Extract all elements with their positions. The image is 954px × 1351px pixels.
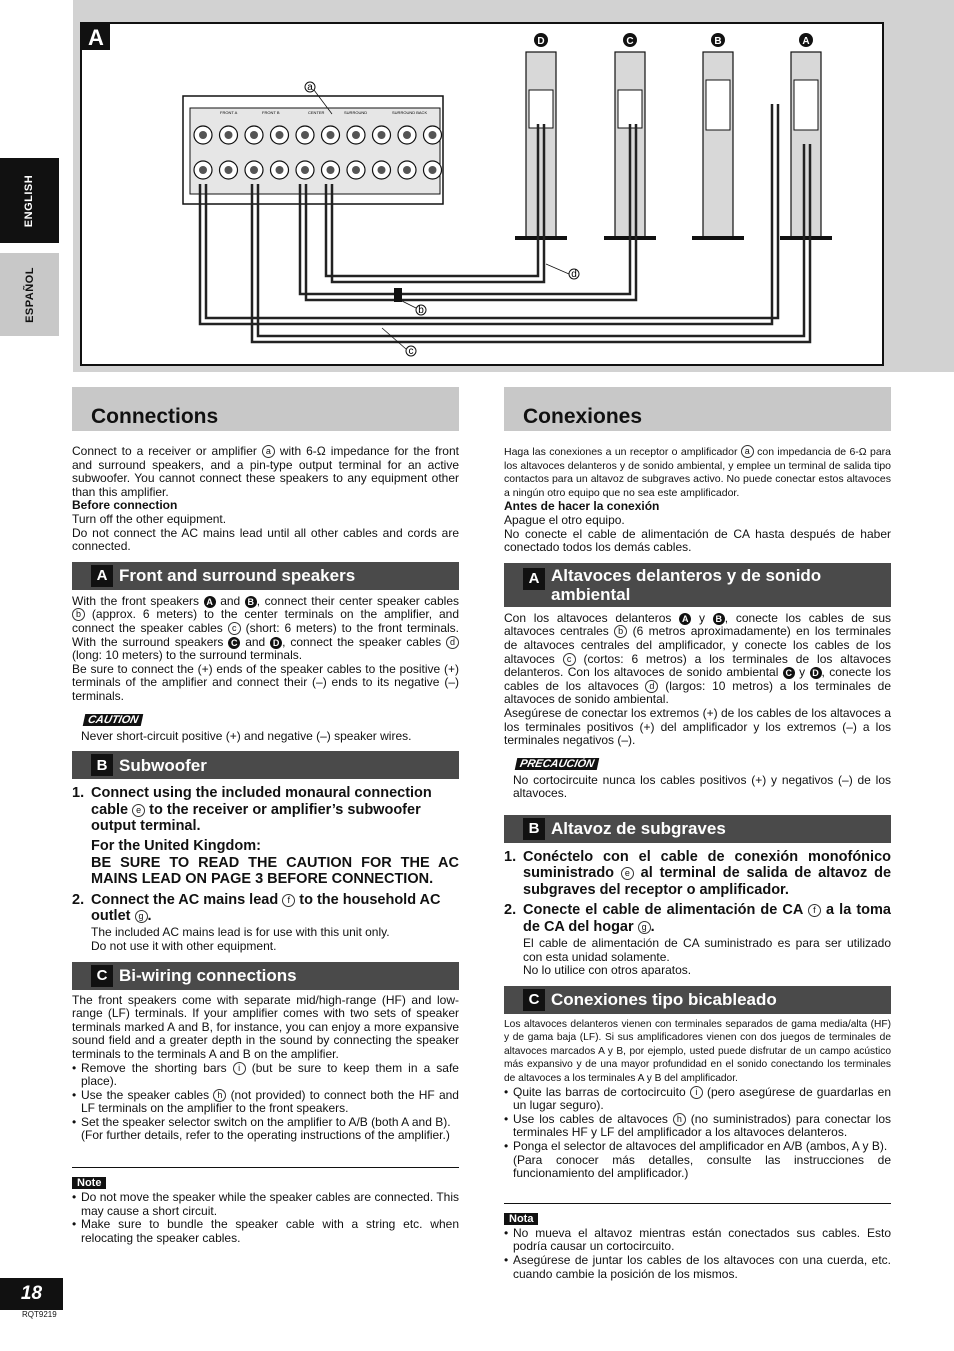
section-title: Conexiones tipo bicableado (551, 990, 777, 1010)
section-c-list-es (504, 1086, 891, 1181)
list-item: • Quite las barras de cortocircuito i (pero asegúrese de guardarlas en un lugar seguro). (504, 1086, 891, 1113)
before-line-es: No conecte el cable de alimentación de CA hasta después de haber conectado todos los demás cables. (504, 526, 891, 555)
callout-b: b (418, 305, 424, 316)
speaker-d (515, 33, 567, 240)
receiver-terminal-core (352, 131, 360, 139)
rx-label-front-b: FRONT B (262, 110, 280, 115)
section-title: Subwoofer (119, 755, 207, 775)
tab-spanish[interactable] (0, 253, 59, 336)
list-item: • Set the speaker selector switch on the amplifier to A/B (both A and B). (For further details, refer to the operating instructions of the amplifier.) (72, 1116, 459, 1143)
note-tag: Note (72, 1177, 106, 1189)
rx-label-surround-back: SURROUND BACK (392, 110, 428, 115)
before-line: Turn off the other equipment. (72, 511, 227, 526)
receiver-terminal-core (301, 131, 309, 139)
glyph-a: a (262, 445, 275, 458)
section-title: Bi-wiring connections (119, 966, 297, 986)
receiver-terminal-core (276, 166, 284, 174)
before-connection-heading: Before connection (72, 498, 178, 513)
callout-d: d (571, 269, 577, 280)
before-connection-heading-es: Antes de hacer la conexión (504, 499, 660, 514)
speaker-label: B (714, 36, 722, 47)
note-tag-es: Nota (504, 1213, 538, 1225)
section-a-body-es: Con los altavoces delanteros A y B , conecte los cables de sus altavoces centrales b (6 metros aproximadamente) en los terminales de altavoces centrales del amplificador, y conecte los cables de los altavoces c (cortos: 6 metros) a los terminales de los altavoces delanteros. Con los altavoces de sonido ambiental C y D , conecte los cables de los altavoces d (largos: 10 metros) a los terminales de altavoces de sonido ambiental. (504, 610, 892, 707)
callout-a: a (307, 82, 313, 93)
list-item: • Do not move the speaker while the speaker cables are connected. This may cause a short circuit. (72, 1191, 459, 1218)
step-1: 1. Connect using the included monaural connection cable e to the receiver or amplifier’s subwoofer output terminal. For the United Kingdom: BE SURE TO READ THE CAUTION FOR THE AC MAINS LEAD ON PAGE 3 BEFORE CONNECTION. (72, 785, 459, 888)
note-box-es (504, 1203, 891, 1281)
uk-warning: BE SURE TO READ THE CAUTION FOR THE AC MAINS LEAD ON PAGE 3 BEFORE CONNECTION. (91, 854, 459, 888)
step-2-note: The included AC mains lead is for use with this unit only. (91, 925, 390, 940)
subwoofer-steps (72, 785, 459, 924)
receiver-terminal-core (429, 131, 437, 139)
wiring-diagram (80, 22, 884, 366)
doc-code: RQT9219 (22, 1310, 57, 1319)
page-title-es: Conexiones (523, 405, 643, 428)
note-list-es (504, 1227, 891, 1281)
step-2-note-es: No lo utilice con otros aparatos. (523, 963, 692, 978)
rx-label-surround: SURROUND (344, 110, 368, 115)
tab-english-label: ENGLISH (23, 174, 36, 227)
section-c-intro: The front speakers come with separate mid/high-range (HF) and low-range (LF) terminals. If your amplifier comes with two sets of speaker terminals marked A and B, for instance, you can enjoy a more expansive sound field and a greater depth in the sound by connecting the speaker terminals to the terminals A and B on the amplifier. (72, 992, 459, 1061)
receiver-terminal-core (250, 131, 258, 139)
panel-letter: A (88, 25, 104, 50)
title-box (504, 387, 891, 431)
receiver-terminal-core (327, 131, 335, 139)
receiver-terminal-core (225, 166, 233, 174)
section-letter: A (91, 565, 113, 587)
uk-heading: For the United Kingdom: (91, 838, 261, 855)
receiver-terminal-core (276, 131, 284, 139)
section-a-polarity: Be sure to connect the (+) ends of the speaker cables to the positive (+) terminals of the amplifier and connect their (–) ends to its negative (–) terminals. (72, 661, 459, 703)
tab-english[interactable] (0, 158, 59, 243)
speaker-label: A (802, 36, 810, 47)
section-c-header (72, 962, 459, 990)
receiver-terminal-core (403, 131, 411, 139)
receiver-terminal-core (378, 166, 386, 174)
page-title: Connections (91, 405, 219, 428)
intro-paragraph: Connect to a receiver or amplifier a with 6-Ω impedance for the front and surround speakers, and a pin-type output terminal for an active subwoofer. You cannot connect these speakers to any equipment other than this amplifier. (72, 444, 459, 499)
speaker-group (515, 33, 832, 240)
list-item: • Use the speaker cables h (not provided) to connect both the HF and LF terminals on the amplifier to the front speakers. (72, 1089, 459, 1116)
receiver-panel (183, 96, 443, 204)
section-b-header (72, 751, 459, 779)
section-b-header-es (504, 815, 891, 843)
step-2: 2. Connect the AC mains lead f to the household AC outlet g . (72, 891, 441, 924)
step-2-note-es: El cable de alimentación de CA suministrado es para ser utilizado con esta unidad solamente. (523, 935, 891, 964)
wiring-diagram-svg (82, 24, 882, 364)
english-column (72, 387, 459, 1245)
page-number: 18 (0, 1278, 63, 1310)
note-list (72, 1191, 459, 1245)
rx-label-front-a: FRONT A (220, 110, 238, 115)
receiver-terminal-core (352, 166, 360, 174)
list-item: • Make sure to bundle the speaker cable with a string etc. when relocating the speaker cables. (72, 1218, 459, 1245)
section-title: Altavoces delanteros y de sonido ambiental (551, 565, 822, 604)
receiver-terminal-core (429, 166, 437, 174)
section-a-polarity-es: Asegúrese de conectar los extremos (+) de los cables de los altavoces a los terminales positivos (+) del amplificador y los extremos (–) a los terminales negativos (–). (504, 705, 891, 748)
section-c-intro-es: Los altavoces delanteros vienen con terminales separados de gama media/alta (HF) y de gama baja (LF). Si sus amplificadores vienen con dos juegos de terminales de altavoces marcados A y B, por ejemplo, usted puede disfrutar de un campo acústico más expansivo y de una mayor profundidad en el sonido conectando los terminales de altavoces a los terminales A y B del amplificador. (504, 1018, 891, 1085)
section-a-header-es (504, 563, 891, 607)
speaker-a (780, 33, 832, 240)
section-letter: C (523, 989, 545, 1011)
list-item: • Asegúrese de juntar los cables de los altavoces con una cuerda, etc. cuando cambie la posición de los mismos. (504, 1254, 891, 1281)
tab-spanish-label: ESPAÑOL (23, 266, 36, 323)
step-1: 1. Conéctelo con el cable de conexión monofónico suministrado e al terminal de salida de altavoz de subgraves del receptor o amplificador. (504, 848, 892, 898)
subwoofer-plug (394, 288, 402, 302)
receiver-terminal-core (199, 166, 207, 174)
receiver-terminal-core (378, 131, 386, 139)
spanish-column (504, 387, 891, 1281)
callout-c: c (408, 346, 414, 357)
list-item: • Use los cables de altavoces h (no suministrados) para conectar los terminales HF y LF del amplificador a los altavoces delanteros. (504, 1113, 891, 1140)
receiver-terminal-core (250, 166, 258, 174)
section-title: Altavoz de subgraves (551, 819, 726, 839)
section-letter: C (91, 965, 113, 987)
section-c-header-es (504, 986, 891, 1014)
step-2: 2. Conecte el cable de alimentación de CA f a la toma de CA del hogar g . (504, 902, 892, 935)
receiver-terminal-core (327, 166, 335, 174)
note-box (72, 1167, 459, 1245)
section-a-header (72, 562, 459, 590)
receiver-terminal-core (199, 131, 207, 139)
receiver-terminal-core (301, 166, 309, 174)
caution-text-es: No cortocircuite nunca los cables positivos (+) y negativos (–) de los altavoces. (513, 772, 891, 801)
caution-tag-es: PRECAUCIÓN (515, 758, 600, 770)
section-title: Front and surround speakers (119, 566, 356, 586)
rx-label-center: CENTER (308, 110, 325, 115)
step-2-note: Do not use it with other equipment. (91, 938, 277, 953)
speaker-label: D (537, 36, 545, 47)
receiver-terminal-core (403, 166, 411, 174)
caution-tag: CAUTION (83, 714, 144, 726)
before-line: Do not connect the AC mains lead until all other cables and cords are connected. (72, 525, 459, 554)
section-letter: A (523, 568, 545, 590)
section-c-list (72, 1062, 459, 1144)
list-item: • Ponga el selector de altavoces del amplificador en A/B (ambos, A y B). (Para conocer más detalles, consulte las instrucciones de funcionamiento del amplificador.) (504, 1140, 891, 1181)
section-a-body: With the front speakers A and B , connect their center speaker cables b (approx. 6 meters) to the center terminals on the amplifier, and connect the speaker cables c (short: 6 meters) to the front terminals. With the surround speakers C and D , connect the speaker cables d (long: 10 meters) to the surround terminals. (72, 593, 460, 663)
receiver-terminal-core (225, 131, 233, 139)
subwoofer-steps-es (504, 849, 891, 935)
speaker-label: C (626, 36, 634, 47)
section-letter: B (523, 818, 545, 840)
before-line-es: Apague el otro equipo. (504, 512, 625, 527)
list-item: • No mueva el altavoz mientras están conectados sus cables. Esto podría causar un cortocircuito. (504, 1227, 891, 1254)
caution-text: Never short-circuit positive (+) and negative (–) speaker wires. (81, 728, 412, 743)
speaker-b (692, 33, 744, 240)
intro-paragraph-es: Haga las conexiones a un receptor o amplificador a con impedancia de 6-Ω para los altavoces delanteros y de sonido ambiental, y emplee un terminal de salida tipo contactos para un altavoz de subgraves activo. No puede conectar estos altavoces a ningún otro equipo que no sea este amplificador. (504, 446, 891, 499)
list-item: • Remove the shorting bars i (but be sure to keep them in a safe place). (72, 1062, 459, 1089)
title-box (72, 387, 459, 431)
section-letter: B (91, 754, 113, 776)
